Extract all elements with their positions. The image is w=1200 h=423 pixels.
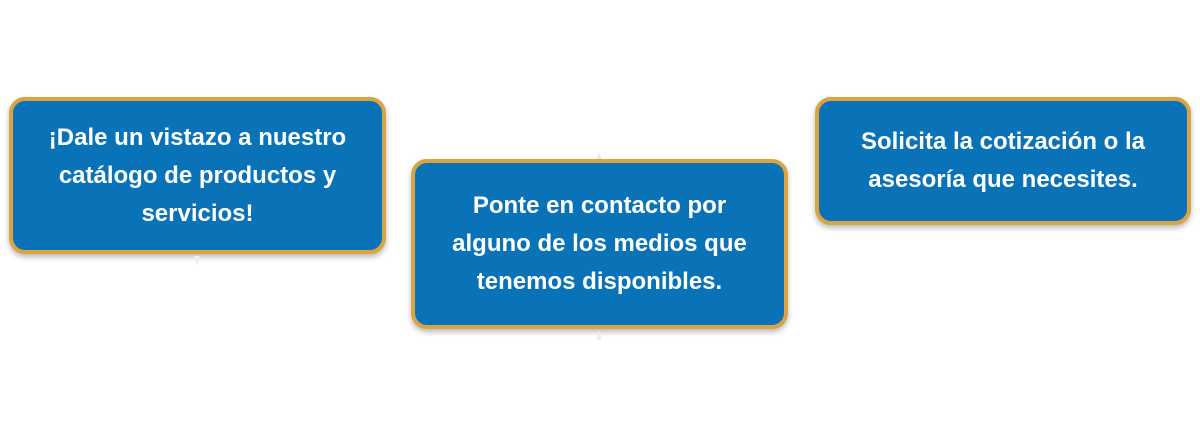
catalog-step-text: ¡Dale un vistazo a nuestro catálogo de productos y servicios! (48, 123, 347, 227)
connector-notch (596, 330, 602, 340)
catalog-step-card (9, 97, 386, 254)
contact-step-card (411, 159, 788, 329)
connector-notch (596, 152, 602, 159)
quote-step-card (815, 97, 1191, 225)
contact-step-text: Ponte en contacto por alguno de los medios que tenemos disponibles. (452, 192, 747, 295)
quote-step-text: Solicita la cotización o la asesoría que necesites. (860, 128, 1146, 193)
connector-notch (194, 256, 200, 266)
